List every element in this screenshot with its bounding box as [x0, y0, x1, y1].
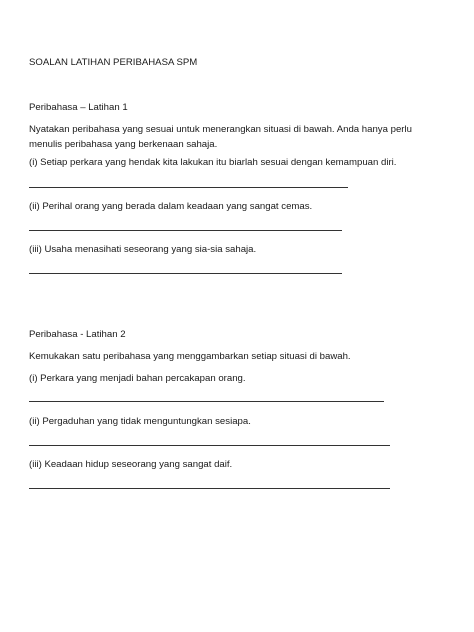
- section1-heading: Peribahasa – Latihan 1: [29, 102, 128, 113]
- section1-question-1: (i) Setiap perkara yang hendak kita lakukan itu biarlah sesuai dengan kemampuan diri.: [29, 157, 397, 168]
- section2-question-3: (iii) Keadaan hidup seseorang yang sangat daif.: [29, 459, 233, 470]
- answer-line-1-3[interactable]: [29, 273, 342, 274]
- section2-heading: Peribahasa - Latihan 2: [29, 329, 126, 340]
- section1-question-2: (ii) Perihal orang yang berada dalam keadaan yang sangat cemas.: [29, 201, 313, 212]
- document-title: SOALAN LATIHAN PERIBAHASA SPM: [29, 57, 198, 68]
- answer-line-2-1[interactable]: [29, 401, 384, 402]
- answer-line-1-2[interactable]: [29, 230, 342, 231]
- answer-line-2-3[interactable]: [29, 488, 390, 489]
- section1-question-3: (iii) Usaha menasihati seseorang yang sia-sia sahaja.: [29, 244, 257, 255]
- section1-instruction-line2: menulis peribahasa yang berkenaan sahaja.: [29, 139, 218, 150]
- answer-line-1-1[interactable]: [29, 187, 348, 188]
- section2-question-1: (i) Perkara yang menjadi bahan percakapan orang.: [29, 373, 246, 384]
- section1-instruction-line1: Nyatakan peribahasa yang sesuai untuk menerangkan situasi di bawah. Anda hanya perlu: [29, 124, 412, 135]
- section2-instruction: Kemukakan satu peribahasa yang menggambarkan setiap situasi di bawah.: [29, 351, 351, 362]
- answer-line-2-2[interactable]: [29, 445, 390, 446]
- section2-question-2: (ii) Pergaduhan yang tidak menguntungkan sesiapa.: [29, 416, 251, 427]
